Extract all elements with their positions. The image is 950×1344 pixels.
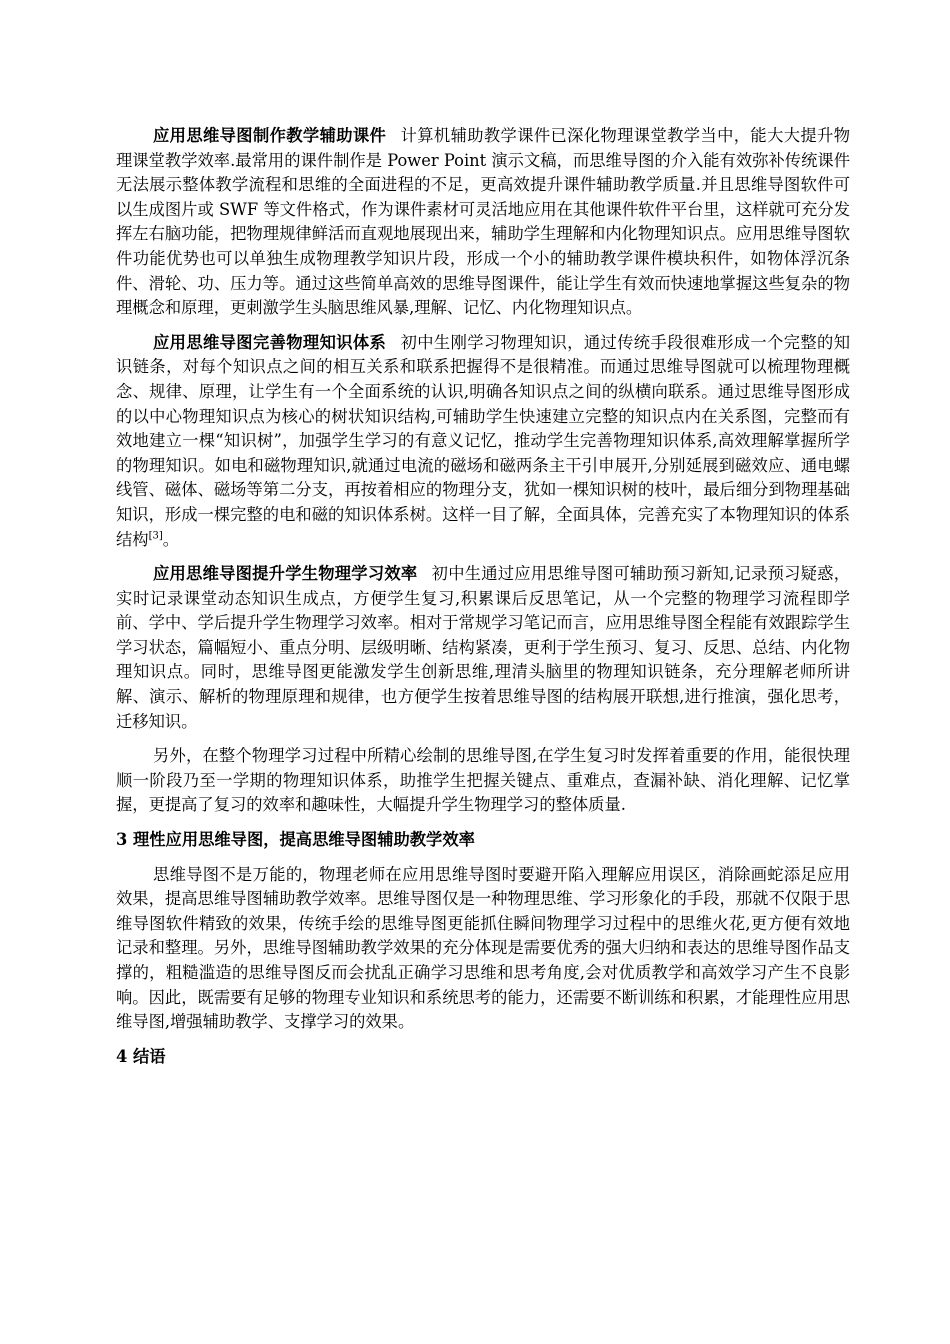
paragraph-courseware <box>116 124 850 321</box>
paragraph-learning-efficiency <box>116 562 850 734</box>
section-3-heading: 3 理性应用思维导图，提高思维导图辅助教学效率 <box>116 830 475 850</box>
citation-ref: [3] <box>148 530 163 542</box>
document-body <box>116 124 850 1079</box>
paragraph-lead: 应用思维导图提升学生物理学习效率 <box>153 564 418 584</box>
paragraph-text: 初中生通过应用思维导图可辅助预习新知,记录预习疑惑，实时记录课堂动态知识生成点，方便学生复习,积累课后反思笔记，从一个完整的物理学习流程即学前、学中、学后提升学生物理学习效率。相对于常规学习笔记而言，应用思维导图全程能有效跟踪学生学习状态，篇幅短小、重点分明、层级明晰、结构紧凑，更利于学生预习、复习、反思、总结、内化物理知识点。同时，思维导图更能激发学生创新思维,理清头脑里的物理知识链条，充分理解老师所讲解、演示、解析的物理原理和规律，也方便学生按着思维导图的结构展开联想,进行推演，强化思考，迁移知识。 <box>116 564 850 731</box>
section-4-heading: 4 结语 <box>116 1046 166 1066</box>
paragraph-section-3 <box>116 863 850 1035</box>
paragraph-text: 初中生刚学习物理知识，通过传统手段很难形成一个完整的知识链条，对每个知识点之间的相互关系和联系把握得不是很精准。而通过思维导图就可以梳理物理概念、规律、原理，让学生有一个全面系统的认识,明确各知识点之间的纵横向联系。通过思维导图形成的以中心物理知识点为核心的树状知识结构,可辅助学生快速建立完整的知识点内在关系图，完整而有效地建立一棵“知识树”，加强学生学习的有意义记忆，推动学生完善物理知识体系,高效理解掌握所学的物理知识。如电和磁物理知识,就通过电流的磁场和磁两条主干引申展开,分别延展到磁效应、通电螺线管、磁体、磁场等第二分支，再按着相应的物理分支，犹如一棵知识树的枝叶，最后细分到物理基础知识，形成一棵完整的电和磁的知识体系树。这样一目了解，全面具体，完善充实了本物理知识的体系结构 <box>116 332 850 549</box>
paragraph-lead: 应用思维导图制作教学辅助课件 <box>153 126 387 145</box>
paragraph-text: 计算机辅助教学课件已深化物理课堂教学当中，能大大提升物理课堂教学效率.最常用的课件制作是 Power Point 演示文稿，而思维导图的介入能有效弥补传统课件无法展示整体教学流程和思维的全面进程的不足，更高效提升课件辅助教学质量.并且思维导图软件可以生成图片或 SWF 等文件格式，作为课件素材可灵活地应用在其他课件软件平台里，这样就可充分发挥左右脑功能，把物理规律鲜活而直观地展现出来，辅助学生理解和内化物理知识点。应用思维导图软件功能优势也可以单独生成物理教学知识片段，形成一个小的辅助教学课件模块积件，如物体浮沉条件、滑轮、功、压力等。通过这些简单高效的思维导图课件，能让学生有效而快速地掌握这些复杂的物理概念和原理，更刺激学生头脑思维风暴,理解、记忆、内化物理知识点。 <box>116 126 850 318</box>
paragraph-review <box>116 744 850 818</box>
paragraph-knowledge-system <box>116 331 850 552</box>
paragraph-tail: 。 <box>162 529 180 549</box>
paragraph-text: 思维导图不是万能的，物理老师在应用思维导图时要避开陷入理解应用误区，消除画蛇添足应用效果，提高思维导图辅助教学效率。思维导图仅是一种物理思维、学习形象化的手段，那就不仅限于思维导图软件精致的效果，传统手绘的思维导图更能抓住瞬间物理学习过程中的思维火花,更方便有效地记录和整理。另外，思维导图辅助教学效果的充分体现是需要优秀的强大归纳和表达的思维导图作品支撑的，粗糙滥造的思维导图反而会扰乱正确学习思维和思考角度,会对优质教学和高效学习产生不良影响。因此，既需要有足够的物理专业知识和系统思考的能力，还需要不断训练和积累，才能理性应用思维导图,增强辅助教学、支撑学习的效果。 <box>116 864 850 1032</box>
paragraph-lead: 应用思维导图完善物理知识体系 <box>153 332 387 352</box>
paragraph-text: 另外，在整个物理学习过程中所精心绘制的思维导图,在学生复习时发挥着重要的作用，能很快理顺一阶段乃至一学期的物理知识体系，助推学生把握关键点、重难点，查漏补缺、消化理解、记忆掌握，更提高了复习的效率和趣味性，大幅提升学生物理学习的整体质量. <box>116 746 850 815</box>
